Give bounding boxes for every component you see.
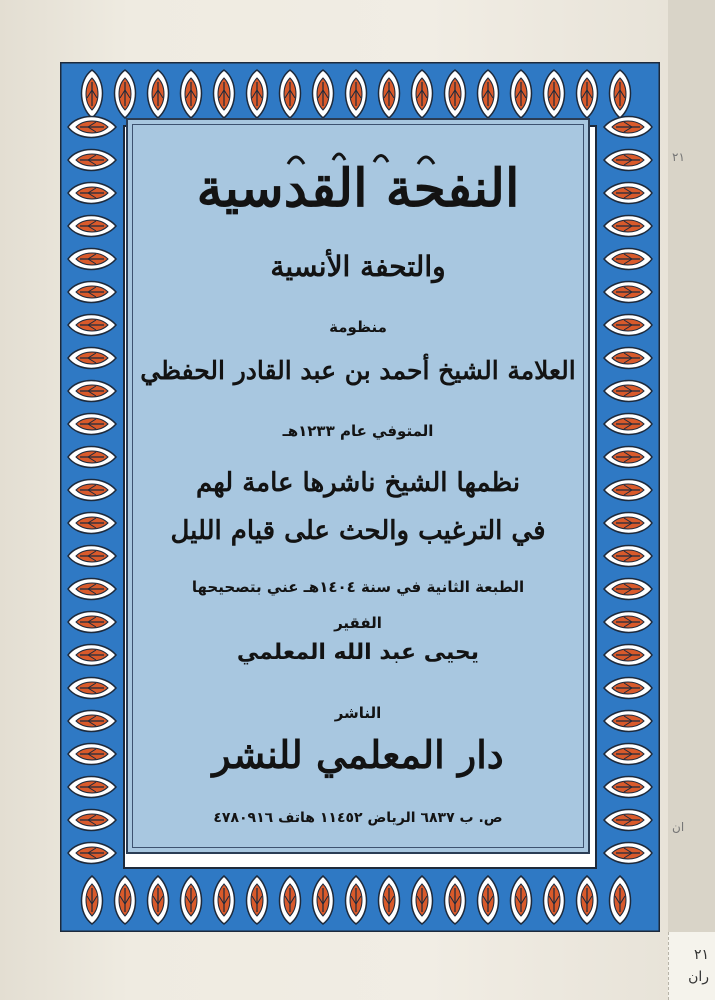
title-panel: [126, 118, 590, 854]
library-label-line2: ران: [688, 969, 709, 985]
author-name: العلامة الشيخ أحمد بن عبد القادر الحفظي: [140, 356, 576, 385]
margin-mark-top: ٢١: [672, 150, 685, 164]
poem-label: منظومة: [329, 318, 387, 336]
death-year: المتوفي عام ١٢٣٣هـ: [282, 422, 434, 440]
adjacent-page-edge: [668, 0, 715, 1000]
library-label-line1: ٢١: [693, 947, 709, 963]
book-subtitle: والتحفة الأنسية: [270, 250, 446, 283]
library-label: [668, 932, 715, 1000]
publisher-name: دار المعلمي للنشر: [212, 732, 504, 777]
editor-name: يحيى عبد الله المعلمي: [236, 640, 480, 665]
publisher-label: الناشر: [334, 704, 382, 722]
versifier-line: نظمها الشيخ ناشرها عامة لهم: [195, 468, 521, 498]
margin-mark-bottom: ان: [672, 820, 685, 834]
topic-line: في الترغيب والحث على قيام الليل: [170, 516, 546, 546]
edition-note: الطبعة الثانية في سنة ١٤٠٤هـ عني بتصحيحها: [191, 578, 525, 596]
publisher-address: ص. ب ٦٨٣٧ الرياض ١١٤٥٢ هاتف ٤٧٨٠٩١٦: [213, 810, 503, 826]
editor-label: الفقير: [334, 614, 382, 632]
book-title: النفحة القدسية: [196, 158, 520, 219]
